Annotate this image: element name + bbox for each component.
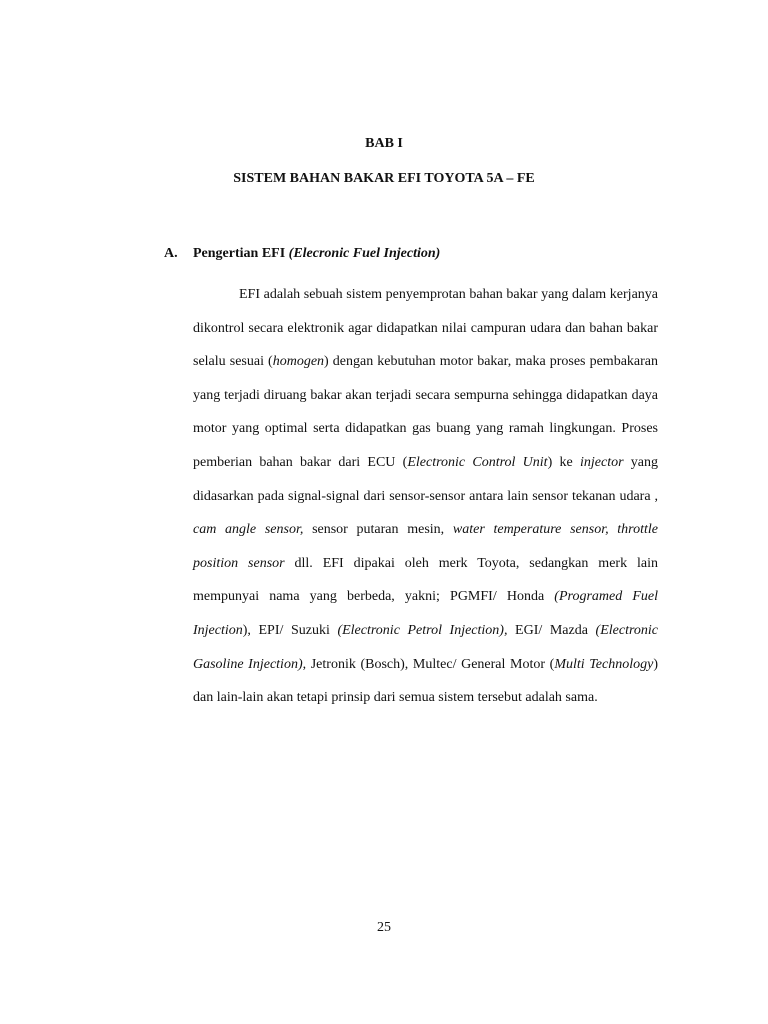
paragraph-run: ) ke — [547, 454, 580, 470]
body-paragraph — [193, 278, 658, 715]
paragraph-run: , Jetronik (Bosch), Multec/ General Motor ( — [302, 656, 555, 672]
paragraph-italic-run: cam angle sensor, — [193, 522, 304, 538]
paragraph-run: yang didasarkan pada signal-signal dari sensor-sensor antara lain sensor tekanan udara , — [193, 454, 659, 504]
page-number: 25 — [377, 920, 391, 935]
paragraph-italic-run: Multi Technology — [554, 656, 654, 672]
section-heading — [164, 246, 440, 262]
section-heading-text: Pengertian EFI — [193, 246, 289, 261]
section-letter: A. — [164, 246, 178, 261]
paragraph-run: ) dengan kebutuhan motor bakar, maka proses pembakaran yang terjadi diruang bakar akan terjadi secara sempurna sehingga didapatkan daya motor yang optimal serta didapatkan gas buang yang ramah lingkungan. Proses pemberian bahan bakar dari ECU ( — [193, 354, 659, 470]
chapter-title: SISTEM BAHAN BAKAR EFI TOYOTA 5A – FE — [233, 171, 535, 186]
paragraph-italic-run: (Electronic Petrol Injection), — [337, 622, 508, 638]
paragraph-run: EGI/ Mazda — [507, 622, 596, 638]
paragraph-run: ), EPI/ Suzuki — [242, 622, 338, 638]
paragraph-italic-run: Electronic Control Unit — [407, 454, 548, 470]
paragraph-italic-run: injector — [579, 454, 624, 470]
paragraph-run: EFI adalah sebuah sistem penyemprotan bahan bakar yang dalam kerjanya dikontrol secara elektronik agar didapatkan nilai campuran udara dan bahan bakar selalu sesuai ( — [193, 287, 658, 370]
paragraph-run: dll. EFI dipakai oleh merk Toyota, sedangkan merk lain mempunyai nama yang berbeda, yakni; PGMFI/ Honda — [193, 555, 658, 605]
chapter-label: BAB I — [365, 136, 403, 151]
paragraph-italic-run: (Programed Fuel Injection — [193, 589, 658, 638]
paragraph-run: sensor putaran mesin, — [303, 522, 453, 538]
paragraph-italic-run: (Electronic Gasoline Injection) — [193, 622, 658, 672]
paragraph-italic-run: homogen — [272, 354, 325, 370]
paragraph-run: ) dan lain-lain akan tetapi prinsip dari semua sistem tersebut adalah sama. — [193, 656, 658, 706]
paragraph-italic-run: water temperature sensor, throttle position sensor — [193, 522, 658, 571]
section-heading-italic: (Elecronic Fuel Injection) — [288, 246, 441, 261]
